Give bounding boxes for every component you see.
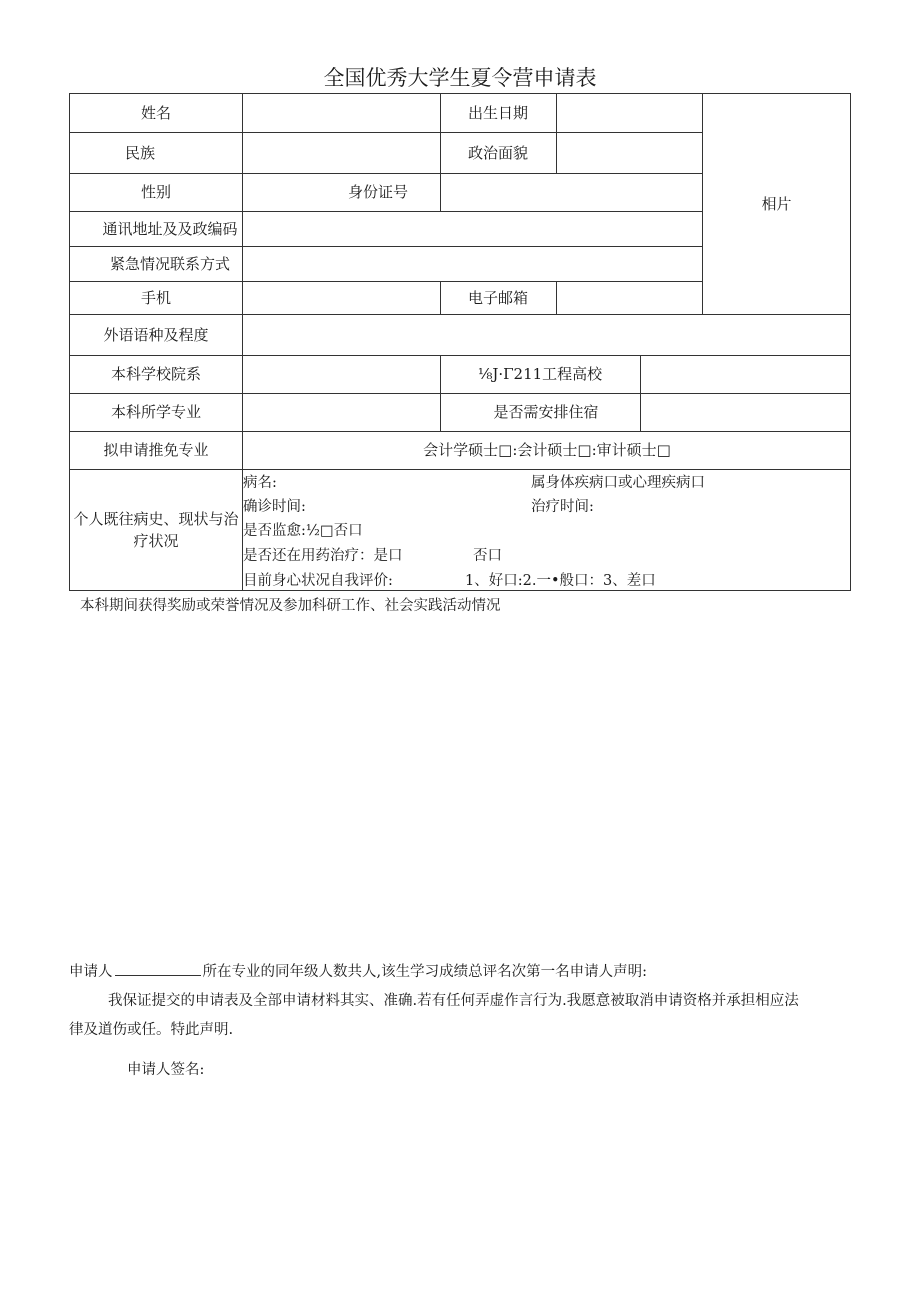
health-disease-type[interactable]: 属身体疾病口或心理疾病口 — [531, 475, 705, 491]
application-form-table — [69, 93, 851, 591]
ethnicity-field[interactable] — [243, 132, 440, 173]
id-number-field[interactable] — [441, 173, 702, 211]
applicant-signature-label: 申请人签名: — [127, 1062, 205, 1078]
applicant-rank-line — [69, 960, 647, 981]
mobile-field[interactable] — [243, 281, 440, 314]
label-health-history: 个人既往病史、现状与治疗状况 — [73, 510, 239, 550]
applicant-prefix: 申请人 — [69, 964, 113, 980]
label-political-status: 政治面貌 — [467, 143, 528, 162]
health-treatment-time[interactable]: 治疗时间: — [531, 499, 594, 515]
health-medication-yes[interactable]: 是否还在用药治疗：是口 — [243, 548, 403, 564]
health-self-eval-options[interactable]: 1、好口:2.一•般口：3、差口 — [465, 573, 656, 589]
985-211-field[interactable] — [641, 355, 851, 393]
apply-major-options[interactable]: 会计学硕士□:会计硕士□:审计硕士□ — [423, 441, 671, 459]
language-field[interactable] — [243, 314, 851, 355]
label-mobile: 手机 — [140, 288, 171, 307]
label-undergrad-major: 本科所学专业 — [110, 403, 201, 421]
emergency-contact-field[interactable] — [243, 246, 702, 281]
label-email: 电子邮箱 — [467, 288, 528, 307]
label-985-211: ⅛J·Γ211工程高校 — [477, 365, 603, 383]
applicant-name-blank[interactable] — [115, 963, 201, 976]
label-undergrad-school: 本科学校院系 — [110, 365, 201, 383]
dorm-field[interactable] — [641, 393, 851, 431]
label-id-number: 身份证号 — [348, 183, 409, 201]
health-diagnosis-time[interactable]: 确诊时间: — [243, 499, 306, 515]
email-field[interactable] — [557, 281, 702, 314]
rank-statement: 所在专业的同年级人数共人,该生学习成绩总评名次第一名申请人声明: — [202, 964, 647, 980]
label-address: 通讯地址及及政编码 — [102, 219, 238, 238]
awards-text-area[interactable] — [69, 618, 851, 938]
political-status-field[interactable] — [557, 132, 702, 173]
label-apply-major: 拟申请推免专业 — [103, 441, 209, 459]
label-language: 外语语种及程度 — [103, 325, 209, 344]
health-self-eval-label: 目前身心状况自我评价: — [243, 573, 393, 589]
label-dorm: 是否需安排住宿 — [493, 403, 599, 421]
declaration-line-1: 我保证提交的申请表及全部申请材料其实、准确.若有任何弄虚作言行为.我愿意被取消申请资格并承担相应法 — [108, 993, 799, 1009]
label-gender: 性别 — [140, 183, 171, 201]
label-ethnicity: 民族 — [124, 143, 155, 162]
photo-box[interactable]: 相片 — [761, 195, 792, 213]
undergrad-school-field[interactable] — [243, 355, 440, 393]
health-disease-name[interactable]: 病名: — [243, 475, 277, 491]
health-medication-no[interactable]: 否口 — [473, 548, 502, 564]
label-birth-date: 出生日期 — [467, 104, 528, 122]
awards-section-label: 本科期间获得奖励或荣誉情况及参加科研工作、社会实践活动情况 — [80, 598, 501, 614]
undergrad-major-field[interactable] — [243, 393, 440, 431]
gender-field[interactable] — [243, 173, 440, 211]
form-title: 全国优秀大学生夏令营申请表 — [323, 66, 597, 90]
applicant-signature-field[interactable] — [215, 1052, 515, 1080]
name-field[interactable] — [243, 94, 440, 132]
label-emergency-contact: 紧急情况联系方式 — [109, 254, 230, 273]
health-cured[interactable]: 是否监愈:½□否口 — [243, 523, 363, 539]
label-name: 姓名 — [140, 104, 171, 122]
declaration-line-2: 律及道伤或任。特此声明. — [69, 1022, 234, 1038]
address-field[interactable] — [243, 211, 702, 246]
birth-date-field[interactable] — [557, 94, 702, 132]
